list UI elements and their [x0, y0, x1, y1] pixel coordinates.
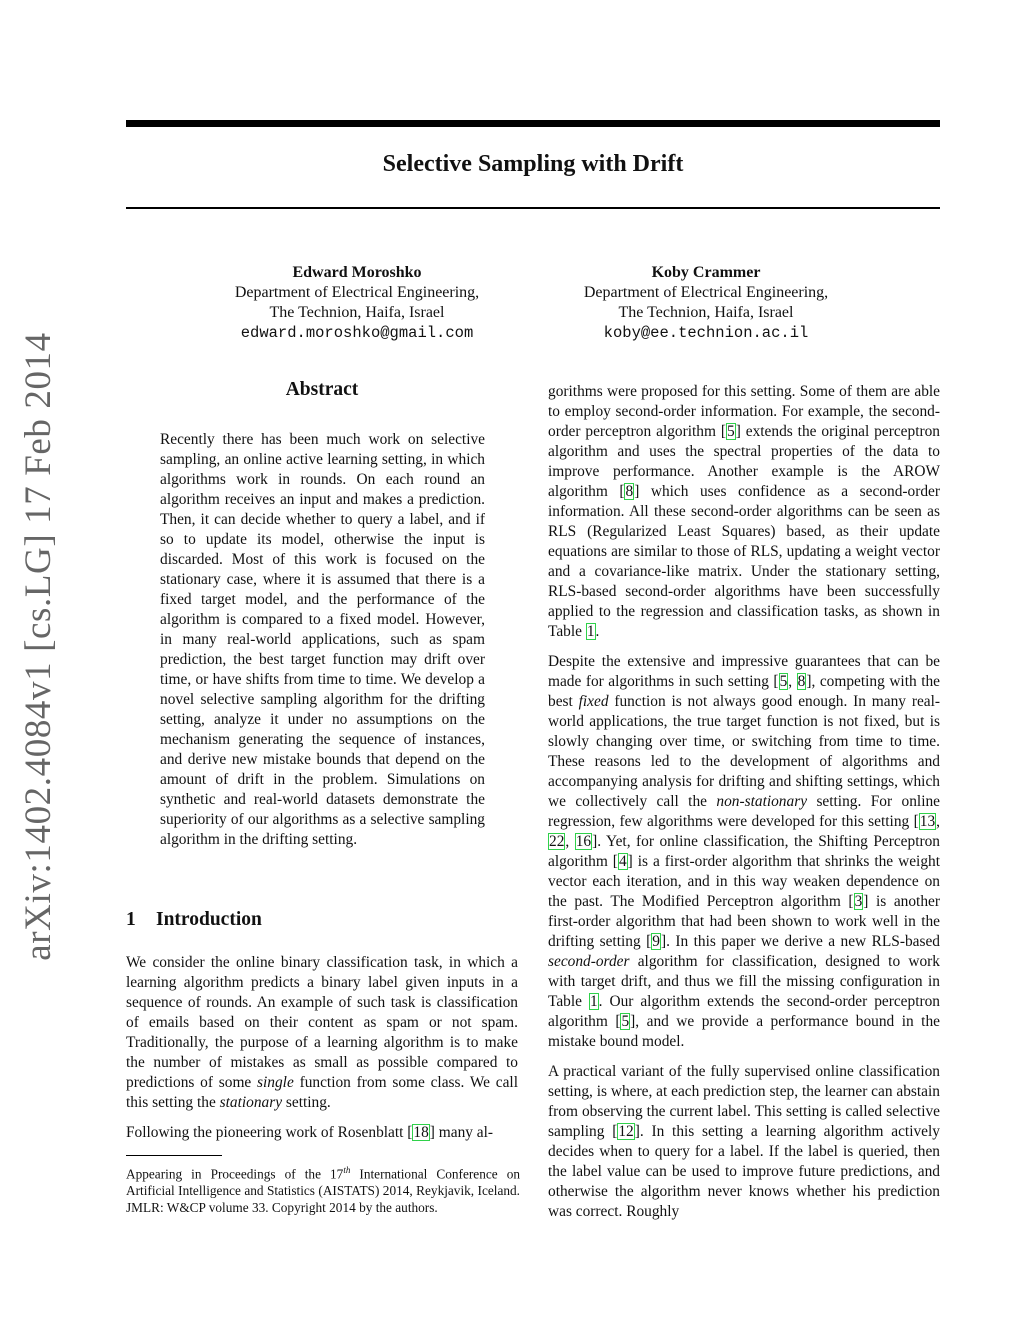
right-paragraph-1: gorithms were proposed for this setting. Some of them are able to employ second-order information. For example, the second-order perceptron algorithm [5] extends the original perceptron algorithm and uses the spectral properties of the data to improve performance. Another example is the AROW algorithm [8] which uses confidence as a second-order information. All these second-order algorithms can be seen as RLS (Regularized Least Squares) based, as their update equations are similar to those of RLS, updating a weight vector and a covariance-like matrix. Under the stationary setting, RLS-based second-order algorithms have been successfully applied to the regression and classification tasks, as shown in Table 1. — [548, 383, 940, 640]
right-column-body — [548, 382, 940, 1232]
intro-paragraph-2: Following the pioneering work of Rosenblatt [18] many al- — [126, 1124, 494, 1141]
author-department: Department of Electrical Engineering, — [234, 284, 480, 301]
intro-paragraph-1: We consider the online binary classification task, in which a learning algorithm predicts a binary label given inputs in a sequence of rounds. An example of such task is classification of emails based on their content as spam or not spam. Traditionally, the purpose of a learning algorithm is to make the number of mistakes as small as possible compared to predictions of some single function from some class. We call this setting the stationary setting. — [126, 954, 518, 1111]
citation-link[interactable]: 16 — [575, 833, 592, 850]
left-column-body — [126, 953, 518, 1153]
table-reference-link[interactable]: 1 — [589, 993, 598, 1010]
paper-title: Selective Sampling with Drift — [382, 151, 684, 177]
citation-link[interactable]: 22 — [549, 833, 565, 850]
citation-link[interactable]: 13 — [919, 813, 936, 830]
author-email[interactable]: edward.moroshko@gmail.com — [240, 324, 474, 342]
author-block-1 — [197, 263, 517, 343]
citation-link[interactable]: 5 — [621, 1013, 630, 1030]
citation-link[interactable]: 5 — [727, 423, 735, 440]
title-rule-top — [126, 120, 940, 127]
citation-link[interactable]: 5 — [779, 673, 788, 690]
right-paragraph-3: A practical variant of the fully supervised online classification setting, is where, at each prediction step, the learner can abstain from observing the current label. This setting is called selective sampling [12]. In this setting a learning algorithm actively decides when to query for a label. If the label is queried, then the label value can be used to improve future predictions, and otherwise the algorithm never knows whether his prediction was correct. Roughly — [548, 1063, 940, 1220]
citation-link[interactable]: 12 — [618, 1123, 634, 1140]
citation-link[interactable]: 8 — [797, 673, 806, 690]
section-heading — [126, 909, 518, 931]
abstract-heading: Abstract — [285, 379, 359, 400]
author-email[interactable]: koby@ee.technion.ac.il — [603, 324, 809, 342]
author-block-2 — [546, 263, 866, 343]
section-number: 1 — [126, 909, 136, 930]
arxiv-identifier: arXiv:1402.4084v1 [cs.LG] 17 Feb 2014 — [17, 331, 59, 961]
footnote-rule — [126, 1155, 222, 1156]
table-reference-link[interactable]: 1 — [586, 623, 595, 640]
abstract-text: Recently there has been much work on selective sampling, an online active learning setting, in which algorithms work in rounds. On each round an algorithm receives an input and makes a prediction. Then, it can decide whether to query a label, and if so to update its model, otherwise the input is discarded. Most of this work is focused on the stationary case, where it is assumed that there is a fixed target model, and the performance of the algorithm is compared to a fixed model. However, in many real-world applications, such as spam prediction, the best target function may drift over time, or have shifts from time to time. We develop a novel selective sampling algorithm for the drifting setting, analyze it under no assumptions on the mechanism generating the sequence of instances, and derive new mistake bounds that depend on the amount of drift in the problem. Simulations on synthetic and real-world datasets demonstrate the superiority of our algorithms as a selective sampling algorithm in the drifting setting. — [160, 431, 485, 848]
section-title: Introduction — [156, 909, 262, 930]
citation-link[interactable]: 9 — [652, 933, 660, 950]
citation-link[interactable]: 3 — [854, 893, 863, 910]
citation-link[interactable]: 8 — [625, 483, 634, 500]
author-name: Edward Moroshko — [292, 264, 422, 281]
title-rule-bottom — [126, 207, 940, 209]
footnote: Appearing in Proceedings of the 17th International Conference on Artificial Intelligence and Statistics (AISTATS) 2014, Reykjavik, Iceland. JMLR: W&CP volume 33. Copyright 2014 by the authors. — [126, 1165, 520, 1216]
citation-link[interactable]: 4 — [618, 853, 627, 870]
author-department: Department of Electrical Engineering, — [583, 284, 829, 301]
right-paragraph-2: Despite the extensive and impressive guarantees that can be made for algorithms in such setting [5, 8], competing with the best fixed function is not always good enough. In many real-world applications, the true target function is not fixed, but is slowly changing over time, or switching from time to time. These reasons led to the development of algorithms and accompanying analysis for drifting and shifting settings, which we collectively call the non-stationary setting. For online regression, few algorithms were developed for this setting [13, 22, 16]. Yet, for online classification, the Shifting Perceptron algorithm [4] is a first-order algorithm that shrinks the weight vector each iteration, and in this way weaken dependence on the past. The Modified Perceptron algorithm [3] is another first-order algorithm that had been shown to work well in the drifting setting [9]. In this paper we derive a new RLS-based second-order algorithm for classification, designed to work with target drift, and thus we fill the missing configuration in Table 1. Our algorithm extends the second-order perceptron algorithm [5], and we provide a performance bound in the mistake bound model. — [548, 653, 941, 1050]
author-name: Koby Crammer — [651, 264, 761, 281]
citation-link[interactable]: 18 — [413, 1124, 429, 1141]
author-institution: The Technion, Haifa, Israel — [269, 304, 445, 321]
author-institution: The Technion, Haifa, Israel — [618, 304, 794, 321]
